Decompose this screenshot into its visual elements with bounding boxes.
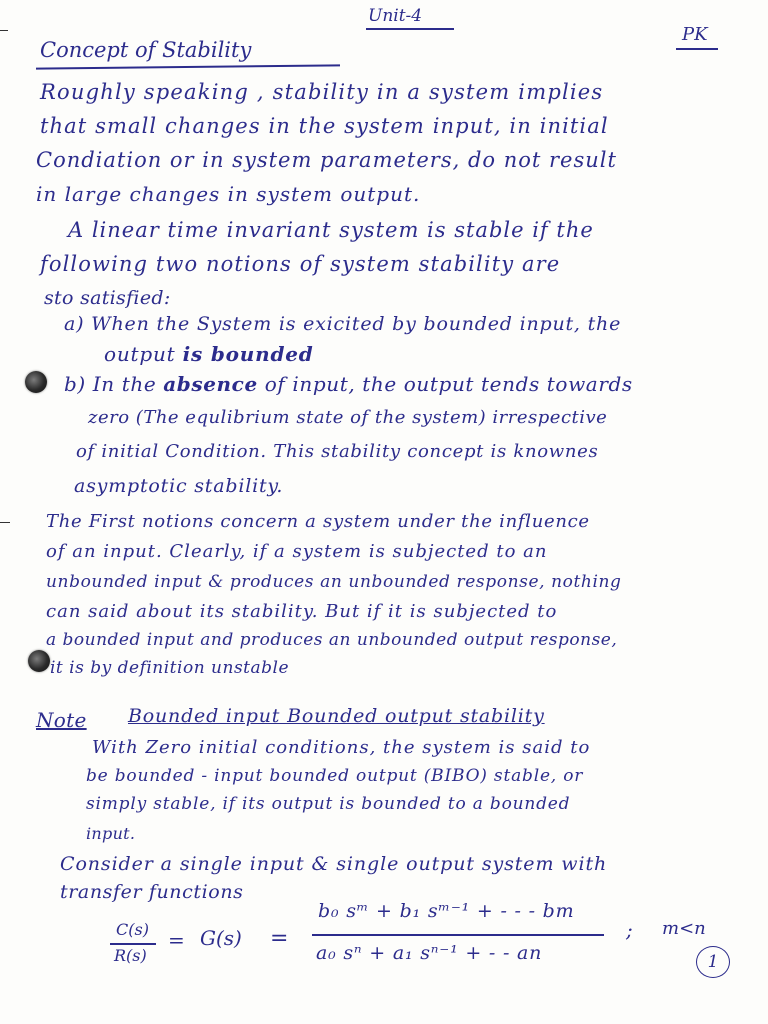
text-line: of initial Condition. This stability concept is knownes xyxy=(76,441,599,462)
equation-lhs-denominator: R(s) xyxy=(114,946,147,965)
fraction-bar xyxy=(312,934,604,936)
text-line: Roughly speaking , stability in a system implies xyxy=(40,80,604,104)
title-underline xyxy=(36,64,340,69)
text-line xyxy=(64,372,633,396)
text-line: The First notions concern a system under the influence xyxy=(46,511,590,532)
text-line: zero (The equlibrium state of the system) irrespective xyxy=(88,407,608,428)
text-line: following two notions of system stability are xyxy=(40,252,561,276)
punch-hole xyxy=(25,371,47,393)
author-initials: PK xyxy=(682,24,708,45)
text-fragment: b) In the xyxy=(64,372,164,396)
text-line: that small changes in the system input, in initial xyxy=(40,114,609,138)
text-line: of an input. Clearly, if a system is subjected to an xyxy=(46,541,548,562)
unit-label: Unit-4 xyxy=(368,6,423,26)
note-label: Note xyxy=(36,708,87,732)
text-line xyxy=(104,342,314,366)
page-title: Concept of Stability xyxy=(40,38,252,62)
text-line: simply stable, if its output is bounded to a bounded xyxy=(86,794,571,814)
unit-underline xyxy=(366,28,454,30)
equals-sign: = xyxy=(270,926,289,951)
condition: m<n xyxy=(662,918,706,939)
text-line: transfer functions xyxy=(60,881,244,903)
text-line: in large changes in system output. xyxy=(36,182,421,206)
note-title: Bounded input Bounded output stability xyxy=(128,705,545,727)
text-line: unbounded input & produces an unbounded response, nothing xyxy=(46,572,622,592)
text-line: can said about its stability. But if it is subjected to xyxy=(46,601,558,622)
text-line: Condiation or in system parameters, do not result xyxy=(36,148,617,172)
text-line: a) When the System is exicited by bounded input, the xyxy=(64,313,622,335)
margin-mark xyxy=(0,30,8,31)
text-line: input. xyxy=(86,824,136,843)
margin-mark xyxy=(0,522,10,523)
text-line: sto satisfied: xyxy=(44,287,171,309)
equation-rhs-denominator: a₀ sⁿ + a₁ sⁿ⁻¹ + - - an xyxy=(316,942,543,964)
text-line: be bounded - input bounded output (BIBO) stable, or xyxy=(86,766,584,786)
text-fragment: output xyxy=(104,342,183,366)
emphasis-text: absence xyxy=(163,372,258,396)
equation-lhs-numerator: C(s) xyxy=(116,920,149,939)
initials-underline xyxy=(676,48,718,50)
text-line: it is by definition unstable xyxy=(50,658,290,678)
text-line: asymptotic stability. xyxy=(74,475,284,497)
transfer-function: G(s) xyxy=(200,926,242,950)
separator: ; xyxy=(626,918,633,942)
punch-hole xyxy=(28,650,50,672)
text-line: With Zero initial conditions, the system is said to xyxy=(92,737,591,758)
text-line: a bounded input and produces an unbounded output response, xyxy=(46,630,618,650)
text-line: Consider a single input & single output system with xyxy=(60,853,608,875)
equals-sign: = xyxy=(168,928,185,952)
equation-rhs-numerator: b₀ sᵐ + b₁ sᵐ⁻¹ + - - - bm xyxy=(318,900,575,922)
text-fragment: of input, the output tends towards xyxy=(257,372,633,396)
text-line: A linear time invariant system is stable if the xyxy=(68,218,594,242)
emphasis-text: is bounded xyxy=(182,342,314,366)
page-number: 1 xyxy=(696,946,730,978)
fraction-bar xyxy=(110,943,156,945)
